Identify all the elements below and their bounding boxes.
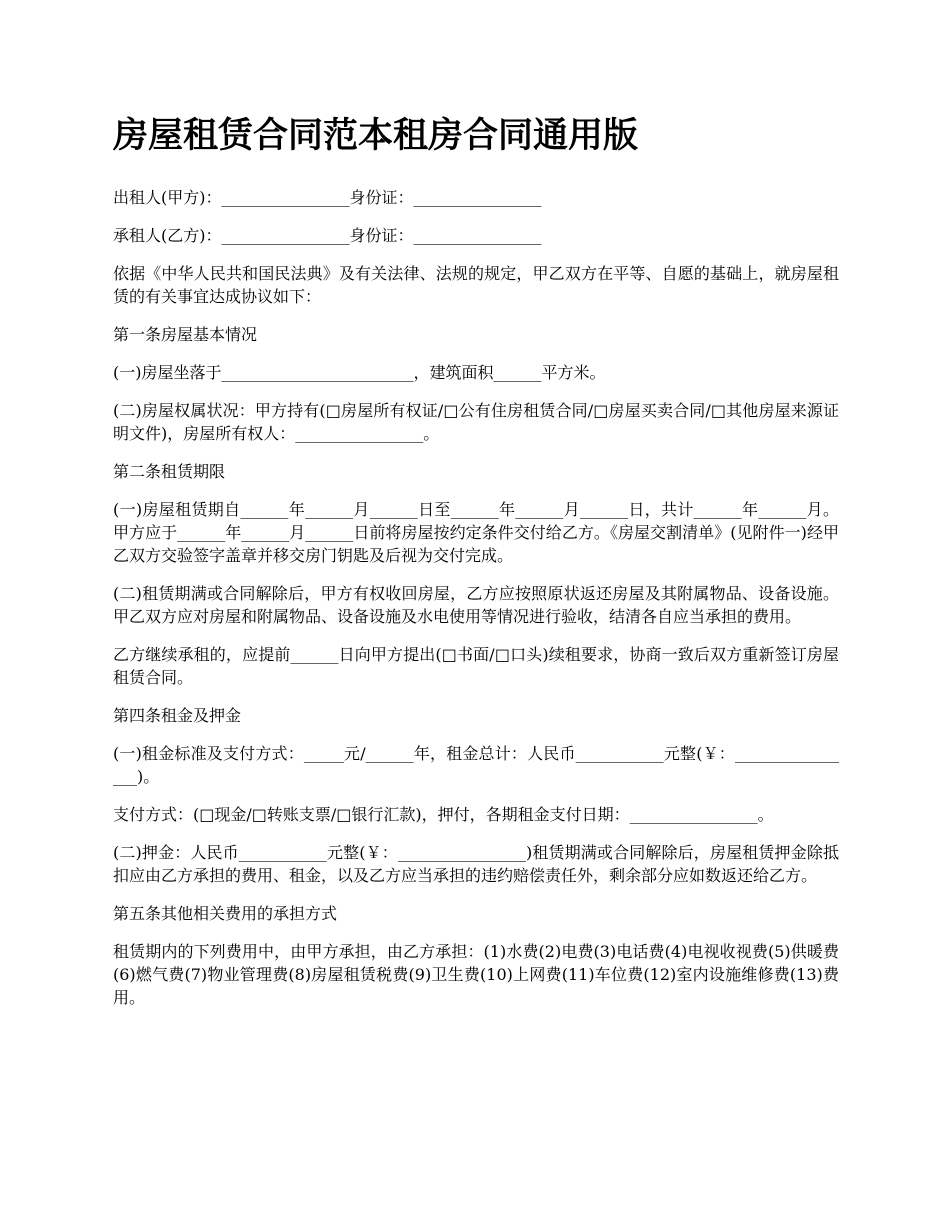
clause-1-2: (二)房屋权属状况：甲方持有(□房屋所有权证/□公有住房租赁合同/□房屋买卖合同/□其他房屋来源证明文件)，房屋所有权人：________________。: [113, 401, 839, 443]
section-heading-5: 第五条其他相关费用的承担方式: [113, 904, 338, 923]
clause-2-renewal: 乙方继续承租的，应提前______日向甲方提出(□书面/□口头)续租要求，协商一致后双方重新签订房屋租赁合同。: [113, 645, 839, 687]
clause-1-1: (一)房屋坐落于________________________，建筑面积______平方米。: [113, 363, 606, 382]
clause-5-1: 租赁期内的下列费用中，由甲方承担，由乙方承担：(1)水费(2)电费(3)电话费(4)电视收视费(5)供暖费(6)燃气费(7)物业管理费(8)房屋租赁税费(9)卫生费(10)上网费(11)车位费(12)室内设施维修费(13)费用。: [113, 942, 839, 1007]
clause-2-2: (二)租赁期满或合同解除后，甲方有权收回房屋，乙方应按照原状返还房屋及其附属物品、设备设施。甲乙双方应对房屋和附属物品、设备设施及水电使用等情况进行验收，结清各自应当承担的费用。: [113, 584, 839, 626]
section-heading-4: 第四条租金及押金: [113, 706, 242, 725]
lessor-line: 出租人(甲方)：________________身份证：________________: [113, 188, 542, 207]
clause-4-payment: 支付方式：(□现金/□转账支票/□银行汇款)，押付，各期租金支付日期：________________。: [113, 805, 774, 824]
section-heading-2: 第二条租赁期限: [113, 462, 226, 481]
section-heading-1: 第一条房屋基本情况: [113, 325, 258, 344]
clause-4-2: (二)押金：人民币___________元整(￥：________________)租赁期满或合同解除后，房屋租赁押金除抵扣应由乙方承担的费用、租金，以及乙方应当承担的违约赔偿责任外，剩余部分应如数返还给乙方。: [113, 843, 839, 885]
document-title: 房屋租赁合同范本租房合同通用版: [113, 116, 639, 156]
lessee-line: 承租人(乙方)：________________身份证：________________: [113, 226, 542, 245]
clause-4-1: (一)租金标准及支付方式：_____元/______年，租金总计：人民币___________元整(￥：________________)。: [113, 744, 839, 786]
clause-2-1: (一)房屋租赁期自______年______月______日至______年______月______日，共计______年______月。甲方应于______年______月______日前将房屋按约定条件交付给乙方。《房屋交割清单》(见附件一)经甲乙双方交验签字盖章并移交房门钥匙及后视为交付完成。: [113, 500, 839, 565]
document-page: [113, 110, 839, 1024]
preamble-paragraph: 依据《中华人民共和国民法典》及有关法律、法规的规定，甲乙双方在平等、自愿的基础上，就房屋租赁的有关事宜达成协议如下：: [113, 264, 839, 306]
